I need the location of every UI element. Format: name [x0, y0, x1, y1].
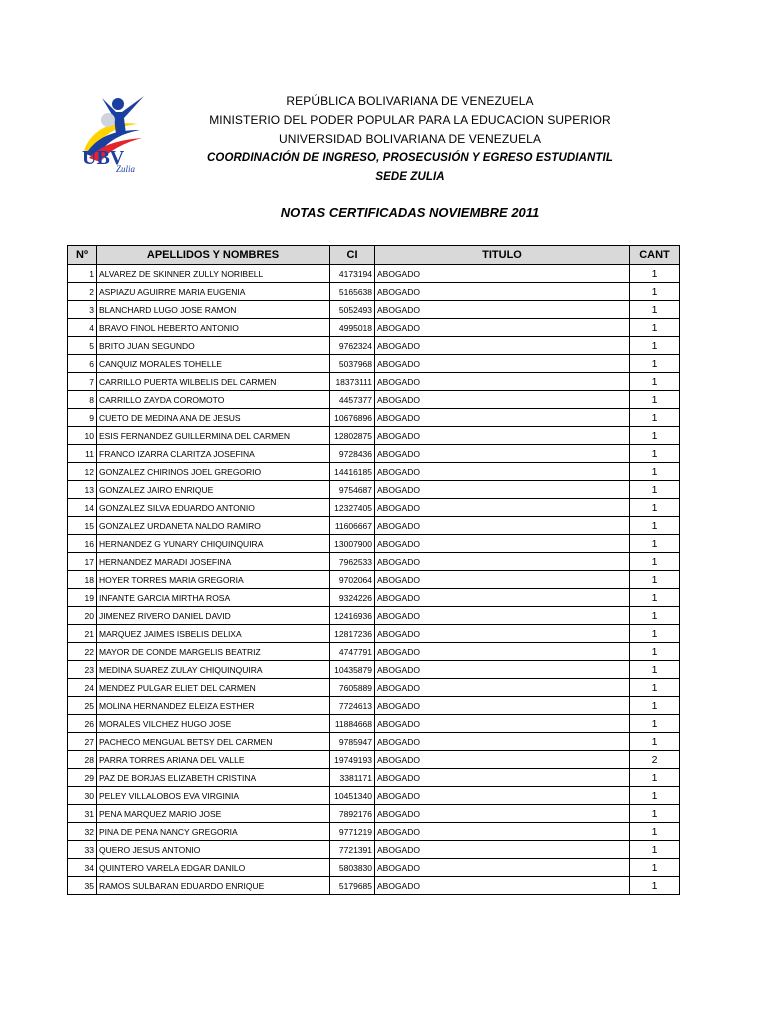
student-ci: 4457377 [330, 391, 375, 409]
student-ci: 11606667 [330, 517, 375, 535]
row-number: 27 [68, 733, 97, 751]
degree-title: ABOGADO [375, 589, 630, 607]
student-name: MEDINA SUAREZ ZULAY CHIQUINQUIRA [97, 661, 330, 679]
row-number: 17 [68, 553, 97, 571]
student-name: PACHECO MENGUAL BETSY DEL CARMEN [97, 733, 330, 751]
document-title: NOTAS CERTIFICADAS NOVIEMBRE 2011 [280, 205, 540, 220]
count: 1 [630, 805, 680, 823]
count: 1 [630, 859, 680, 877]
table-row [68, 301, 680, 319]
student-ci: 19749193 [330, 751, 375, 769]
table-row [68, 337, 680, 355]
table-row [68, 265, 680, 283]
header-line-coordination: COORDINACIÓN DE INGRESO, PROSECUSIÓN Y EGRESO ESTUDIANTIL [207, 152, 613, 164]
table-row [68, 373, 680, 391]
degree-title: ABOGADO [375, 697, 630, 715]
student-ci: 5179685 [330, 877, 375, 895]
student-ci: 3381171 [330, 769, 375, 787]
degree-title: ABOGADO [375, 607, 630, 625]
student-name: GONZALEZ URDANETA NALDO RAMIRO [97, 517, 330, 535]
table-row [68, 661, 680, 679]
table-row [68, 427, 680, 445]
student-name: RAMOS SULBARAN EDUARDO ENRIQUE [97, 877, 330, 895]
count: 1 [630, 661, 680, 679]
table-row [68, 823, 680, 841]
table-row [68, 463, 680, 481]
table-row [68, 319, 680, 337]
table-row [68, 643, 680, 661]
degree-title: ABOGADO [375, 355, 630, 373]
degree-title: ABOGADO [375, 301, 630, 319]
table-row [68, 805, 680, 823]
student-name: MOLINA HERNANDEZ ELEIZA ESTHER [97, 697, 330, 715]
student-ci: 7724613 [330, 697, 375, 715]
row-number: 3 [68, 301, 97, 319]
row-number: 9 [68, 409, 97, 427]
degree-title: ABOGADO [375, 463, 630, 481]
degree-title: ABOGADO [375, 769, 630, 787]
table-row [68, 553, 680, 571]
student-ci: 5803830 [330, 859, 375, 877]
degree-title: ABOGADO [375, 499, 630, 517]
student-ci: 7721391 [330, 841, 375, 859]
row-number: 28 [68, 751, 97, 769]
row-number: 14 [68, 499, 97, 517]
row-number: 35 [68, 877, 97, 895]
count: 1 [630, 823, 680, 841]
count: 1 [630, 769, 680, 787]
student-ci: 11884668 [330, 715, 375, 733]
degree-title: ABOGADO [375, 517, 630, 535]
count: 1 [630, 607, 680, 625]
student-name: ALVAREZ DE SKINNER ZULLY NORIBELL [97, 265, 330, 283]
student-name: ESIS FERNANDEZ GUILLERMINA DEL CARMEN [97, 427, 330, 445]
table-row [68, 481, 680, 499]
document-header [150, 92, 670, 187]
count: 1 [630, 499, 680, 517]
table-row [68, 445, 680, 463]
degree-title: ABOGADO [375, 733, 630, 751]
student-ci: 12817236 [330, 625, 375, 643]
student-ci: 5052493 [330, 301, 375, 319]
student-name: CARRILLO PUERTA WILBELIS DEL CARMEN [97, 373, 330, 391]
row-number: 2 [68, 283, 97, 301]
degree-title: ABOGADO [375, 481, 630, 499]
count: 1 [630, 625, 680, 643]
student-ci: 9728436 [330, 445, 375, 463]
table-row [68, 751, 680, 769]
student-name: PENA MARQUEZ MARIO JOSE [97, 805, 330, 823]
degree-title: ABOGADO [375, 409, 630, 427]
degree-title: ABOGADO [375, 571, 630, 589]
row-number: 19 [68, 589, 97, 607]
count: 2 [630, 751, 680, 769]
row-number: 4 [68, 319, 97, 337]
student-ci: 10676896 [330, 409, 375, 427]
count: 1 [630, 427, 680, 445]
degree-title: ABOGADO [375, 661, 630, 679]
table-row [68, 391, 680, 409]
degree-title: ABOGADO [375, 535, 630, 553]
count: 1 [630, 391, 680, 409]
row-number: 8 [68, 391, 97, 409]
student-ci: 12416936 [330, 607, 375, 625]
row-number: 22 [68, 643, 97, 661]
table-row [68, 517, 680, 535]
count: 1 [630, 265, 680, 283]
student-name: GONZALEZ JAIRO ENRIQUE [97, 481, 330, 499]
student-name: QUERO JESUS ANTONIO [97, 841, 330, 859]
degree-title: ABOGADO [375, 877, 630, 895]
degree-title: ABOGADO [375, 283, 630, 301]
student-name: MARQUEZ JAIMES ISBELIS DELIXA [97, 625, 330, 643]
degree-title: ABOGADO [375, 427, 630, 445]
header-line-sede: SEDE ZULIA [375, 171, 445, 183]
table-row [68, 571, 680, 589]
row-number: 25 [68, 697, 97, 715]
row-number: 16 [68, 535, 97, 553]
table-row [68, 769, 680, 787]
table-row [68, 787, 680, 805]
count: 1 [630, 535, 680, 553]
student-ci: 18373111 [330, 373, 375, 391]
student-ci: 10435879 [330, 661, 375, 679]
student-ci: 12327405 [330, 499, 375, 517]
student-name: PARRA TORRES ARIANA DEL VALLE [97, 751, 330, 769]
degree-title: ABOGADO [375, 391, 630, 409]
row-number: 12 [68, 463, 97, 481]
count: 1 [630, 517, 680, 535]
table-row [68, 535, 680, 553]
table-row [68, 607, 680, 625]
table-row [68, 409, 680, 427]
table-header-row [68, 246, 680, 265]
row-number: 1 [68, 265, 97, 283]
student-ci: 4747791 [330, 643, 375, 661]
row-number: 5 [68, 337, 97, 355]
degree-title: ABOGADO [375, 787, 630, 805]
student-name: BRITO JUAN SEGUNDO [97, 337, 330, 355]
student-name: HERNANDEZ G YUNARY CHIQUINQUIRA [97, 535, 330, 553]
student-name: FRANCO IZARRA CLARITZA JOSEFINA [97, 445, 330, 463]
student-name: INFANTE GARCIA MIRTHA ROSA [97, 589, 330, 607]
table-row [68, 697, 680, 715]
student-name: CARRILLO ZAYDA COROMOTO [97, 391, 330, 409]
student-ci: 5037968 [330, 355, 375, 373]
student-name: GONZALEZ CHIRINOS JOEL GREGORIO [97, 463, 330, 481]
count: 1 [630, 373, 680, 391]
col-header-title: TITULO [375, 246, 630, 265]
row-number: 23 [68, 661, 97, 679]
row-number: 6 [68, 355, 97, 373]
table-row [68, 733, 680, 751]
count: 1 [630, 481, 680, 499]
student-ci: 9754687 [330, 481, 375, 499]
row-number: 7 [68, 373, 97, 391]
table-row [68, 589, 680, 607]
student-ci: 14416185 [330, 463, 375, 481]
count: 1 [630, 283, 680, 301]
student-ci: 12802875 [330, 427, 375, 445]
degree-title: ABOGADO [375, 373, 630, 391]
student-name: PELEY VILLALOBOS EVA VIRGINIA [97, 787, 330, 805]
row-number: 20 [68, 607, 97, 625]
row-number: 21 [68, 625, 97, 643]
table-row [68, 715, 680, 733]
students-table [67, 245, 680, 895]
table-row [68, 625, 680, 643]
header-line-republic: REPÚBLICA BOLIVARIANA DE VENEZUELA [286, 94, 534, 108]
student-ci: 9785947 [330, 733, 375, 751]
student-name: MORALES VILCHEZ HUGO JOSE [97, 715, 330, 733]
count: 1 [630, 463, 680, 481]
row-number: 24 [68, 679, 97, 697]
col-header-count: CANT [630, 246, 680, 265]
table-row [68, 679, 680, 697]
degree-title: ABOGADO [375, 679, 630, 697]
count: 1 [630, 553, 680, 571]
degree-title: ABOGADO [375, 319, 630, 337]
header-line-ministry: MINISTERIO DEL PODER POPULAR PARA LA EDUCACION SUPERIOR [209, 113, 611, 127]
degree-title: ABOGADO [375, 823, 630, 841]
student-name: MAYOR DE CONDE MARGELIS BEATRIZ [97, 643, 330, 661]
count: 1 [630, 319, 680, 337]
count: 1 [630, 571, 680, 589]
table-row [68, 283, 680, 301]
row-number: 32 [68, 823, 97, 841]
row-number: 18 [68, 571, 97, 589]
count: 1 [630, 787, 680, 805]
col-header-ci: CI [330, 246, 375, 265]
table-row [68, 859, 680, 877]
col-header-number: Nº [68, 246, 97, 265]
header-line-university: UNIVERSIDAD BOLIVARIANA DE VENEZUELA [278, 132, 542, 146]
degree-title: ABOGADO [375, 553, 630, 571]
student-name: CANQUIZ MORALES TOHELLE [97, 355, 330, 373]
col-header-name: APELLIDOS Y NOMBRES [97, 246, 330, 265]
student-name: GONZALEZ SILVA EDUARDO ANTONIO [97, 499, 330, 517]
student-name: HERNANDEZ MARADI JOSEFINA [97, 553, 330, 571]
student-name: CUETO DE MEDINA ANA DE JESUS [97, 409, 330, 427]
student-name: HOYER TORRES MARIA GREGORIA [97, 571, 330, 589]
student-name: ASPIAZU AGUIRRE MARIA EUGENIA [97, 283, 330, 301]
count: 1 [630, 733, 680, 751]
student-ci: 7892176 [330, 805, 375, 823]
student-ci: 9762324 [330, 337, 375, 355]
count: 1 [630, 301, 680, 319]
count: 1 [630, 355, 680, 373]
degree-title: ABOGADO [375, 445, 630, 463]
degree-title: ABOGADO [375, 625, 630, 643]
count: 1 [630, 445, 680, 463]
student-ci: 4173194 [330, 265, 375, 283]
degree-title: ABOGADO [375, 805, 630, 823]
student-ci: 13007900 [330, 535, 375, 553]
row-number: 29 [68, 769, 97, 787]
count: 1 [630, 409, 680, 427]
student-name: MENDEZ PULGAR ELIET DEL CARMEN [97, 679, 330, 697]
count: 1 [630, 679, 680, 697]
degree-title: ABOGADO [375, 643, 630, 661]
student-name: BRAVO FINOL HEBERTO ANTONIO [97, 319, 330, 337]
table-row [68, 841, 680, 859]
count: 1 [630, 589, 680, 607]
student-name: BLANCHARD LUGO JOSE RAMON [97, 301, 330, 319]
logo-subtext: Zulia [116, 164, 136, 174]
count: 1 [630, 697, 680, 715]
count: 1 [630, 337, 680, 355]
row-number: 15 [68, 517, 97, 535]
degree-title: ABOGADO [375, 337, 630, 355]
ubv-logo-icon [80, 94, 160, 174]
degree-title: ABOGADO [375, 715, 630, 733]
degree-title: ABOGADO [375, 751, 630, 769]
row-number: 10 [68, 427, 97, 445]
degree-title: ABOGADO [375, 841, 630, 859]
student-ci: 4995018 [330, 319, 375, 337]
student-ci: 9771219 [330, 823, 375, 841]
student-name: PAZ DE BORJAS ELIZABETH CRISTINA [97, 769, 330, 787]
count: 1 [630, 715, 680, 733]
row-number: 11 [68, 445, 97, 463]
row-number: 26 [68, 715, 97, 733]
table-body [68, 265, 680, 895]
student-ci: 7962533 [330, 553, 375, 571]
table-row [68, 499, 680, 517]
count: 1 [630, 877, 680, 895]
student-ci: 5165638 [330, 283, 375, 301]
row-number: 13 [68, 481, 97, 499]
table-row [68, 355, 680, 373]
student-name: JIMENEZ RIVERO DANIEL DAVID [97, 607, 330, 625]
student-ci: 9702064 [330, 571, 375, 589]
student-ci: 7605889 [330, 679, 375, 697]
count: 1 [630, 643, 680, 661]
row-number: 34 [68, 859, 97, 877]
degree-title: ABOGADO [375, 265, 630, 283]
count: 1 [630, 841, 680, 859]
degree-title: ABOGADO [375, 859, 630, 877]
student-name: PINA DE PENA NANCY GREGORIA [97, 823, 330, 841]
table-row [68, 877, 680, 895]
row-number: 33 [68, 841, 97, 859]
student-name: QUINTERO VARELA EDGAR DANILO [97, 859, 330, 877]
row-number: 31 [68, 805, 97, 823]
student-ci: 9324226 [330, 589, 375, 607]
row-number: 30 [68, 787, 97, 805]
student-ci: 10451340 [330, 787, 375, 805]
logo-text: UBV [82, 147, 125, 169]
